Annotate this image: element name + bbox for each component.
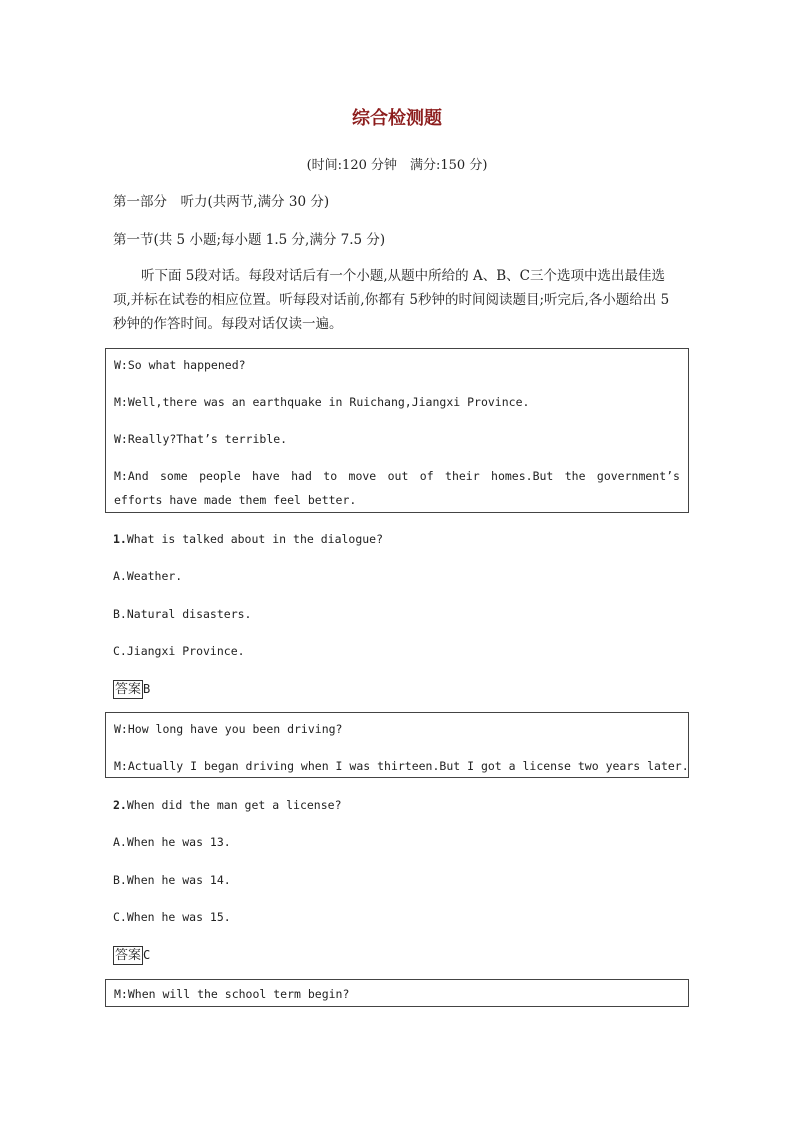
question-number: 2. [113,798,127,812]
dialogue-line: W:So what happened? [114,358,246,372]
answer-label: 答案 [115,682,142,697]
dialogue-line: M:Actually I began driving when I was thirteen.But I got a license two years later. [114,759,689,773]
option-a: A.When he was 13. [113,835,231,849]
document-title: 综合检测题 [352,108,442,129]
option-b: B.When he was 14. [113,873,231,887]
dialogue-line: M:When will the school term begin? [114,987,350,1001]
question-number: 1. [113,532,127,546]
answer-value: B [143,682,151,696]
option-c: C.Jiangxi Province. [113,644,245,658]
dialogue-box-3 [105,979,689,1007]
answer-1 [113,678,150,699]
section-heading: 第一节(共 5 小题;每小题 1.5 分,满分 7.5 分) [113,232,386,248]
exam-time-score: (时间:120 分钟 满分:150 分) [306,158,488,173]
part-heading: 第一部分 听力(共两节,满分 30 分) [113,194,330,210]
question-1 [113,528,383,550]
dialogue-box-1 [105,348,689,513]
question-text: What is talked about in the dialogue? [126,532,384,546]
option-b: B.Natural disasters. [113,607,252,621]
question-2 [113,794,342,816]
dialogue-line: W:How long have you been driving? [114,722,343,736]
dialogue-box-2 [105,712,689,778]
dialogue-line: M:And some people have had to move out of their homes.But the government’s efforts have made them feel better. [114,469,680,507]
option-a: A.Weather. [113,569,183,583]
dialogue-line: M:Well,there was an earthquake in Ruichang,Jiangxi Province. [114,395,530,409]
dialogue-line: W:Really?That’s terrible. [114,432,288,446]
option-c: C.When he was 15. [113,910,231,924]
answer-value: C [143,948,151,962]
answer-label: 答案 [115,948,142,963]
instructions-paragraph: 听下面 5段对话。每段对话后有一个小题,从题中所给的 A、B、C三个选项中选出最佳选项,并标在试卷的相应位置。听每段对话前,你都有 5秒钟的时间阅读题目;听完后,各小题给出 5秒钟的作答时间。每段对话仅读一遍。 [113,268,670,332]
answer-2 [113,944,150,965]
question-text: When did the man get a license? [126,798,342,812]
